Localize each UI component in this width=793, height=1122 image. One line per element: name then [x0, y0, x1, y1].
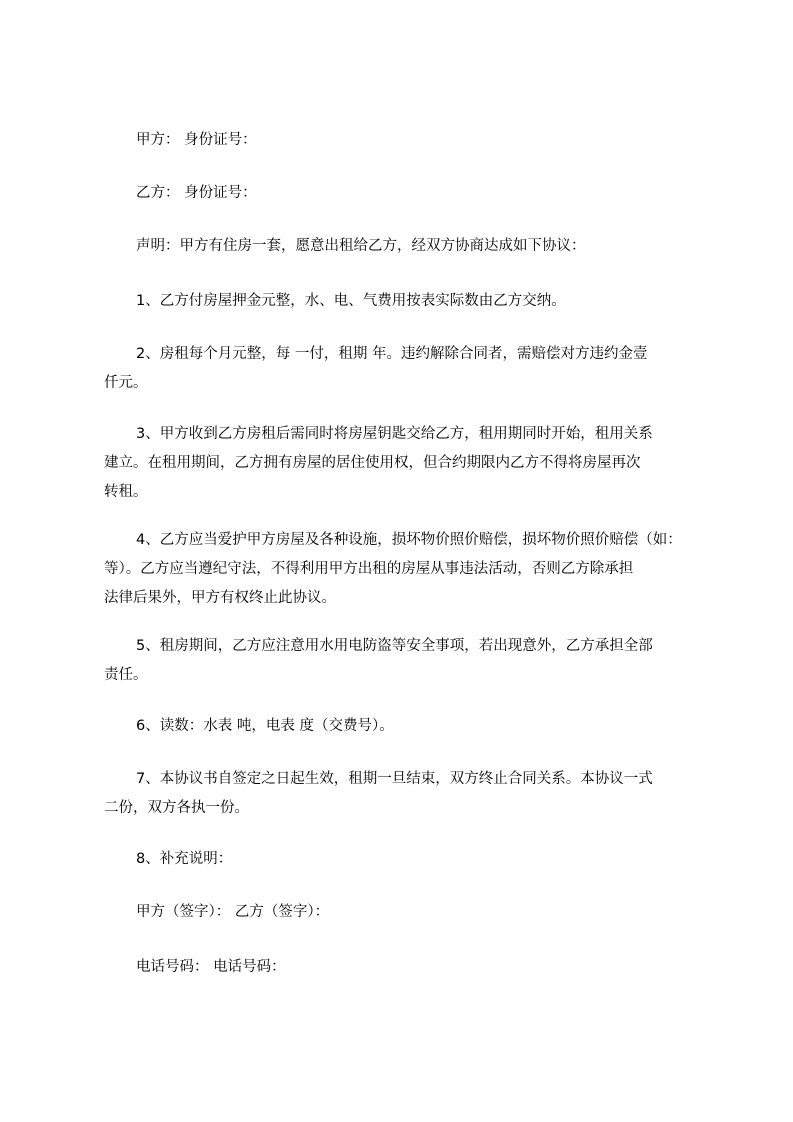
clause-line: 法律后果外，甲方有权终止此协议。: [104, 590, 336, 606]
clause-line: 二份，双方各执一份。: [104, 800, 249, 816]
statement-paragraph: [104, 232, 716, 261]
signature-line: [104, 898, 716, 927]
clause-line: 3、甲方收到乙方房租后需同时将房屋钥匙交给乙方，租用期同时开始，租用关系: [136, 426, 653, 442]
clause-line: 转租。: [104, 484, 148, 500]
clause-1: [104, 287, 716, 316]
party-b-line: [104, 179, 716, 208]
clause-7: [104, 765, 716, 823]
clause-line: 责任。: [104, 667, 148, 683]
clause-line: 仟元。: [104, 375, 148, 391]
clause-line: 7、本协议书自签定之日起生效，租期一旦结束，双方终止合同关系。本协议一式: [136, 771, 653, 787]
clause-line: 1、乙方付房屋押金元整，水、电、气费用按表实际数由乙方交纳。: [136, 293, 566, 309]
clause-line: 等）。乙方应当遵纪守法，不得利用甲方出租的房屋从事违法活动，否则乙方除承担: [104, 561, 634, 577]
party-a-text: 甲方： 身份证号：: [136, 132, 257, 148]
clause-8: [104, 845, 716, 874]
statement-text: 声明：甲方有住房一套，愿意出租给乙方，经双方协商达成如下协议：: [136, 238, 586, 254]
clause-line: 5、租房期间，乙方应注意用水用电防盗等安全事项，若出现意外，乙方承担全部: [136, 638, 653, 654]
party-a-line: [104, 126, 716, 155]
clause-3: [104, 420, 716, 507]
clause-line: 2、房租每个月元整，每 一付，租期 年。违约解除合同者，需赔偿对方违约金壹: [136, 346, 648, 362]
clause-6: [104, 712, 716, 741]
clause-4: [104, 526, 716, 613]
signature-text: 甲方（签字）： 乙方（签字）：: [136, 904, 330, 920]
clause-line: 4、乙方应当爱护甲方房屋及各种设施，损坏物价照价赔偿，损坏物价照价赔偿（如：: [136, 532, 682, 548]
clause-line: 建立。在租用期间，乙方拥有房屋的居住使用权，但合约期限内乙方不得将房屋再次: [104, 455, 641, 471]
clause-2: [104, 340, 716, 398]
phone-line: [104, 953, 716, 982]
phone-text: 电话号码： 电话号码：: [136, 959, 286, 975]
clause-5: [104, 632, 716, 690]
party-b-text: 乙方： 身份证号：: [136, 185, 257, 201]
clause-line: 6、读数：水表 吨，电表 度（交费号）。: [136, 718, 394, 734]
clause-line: 8、补充说明：: [136, 851, 233, 867]
